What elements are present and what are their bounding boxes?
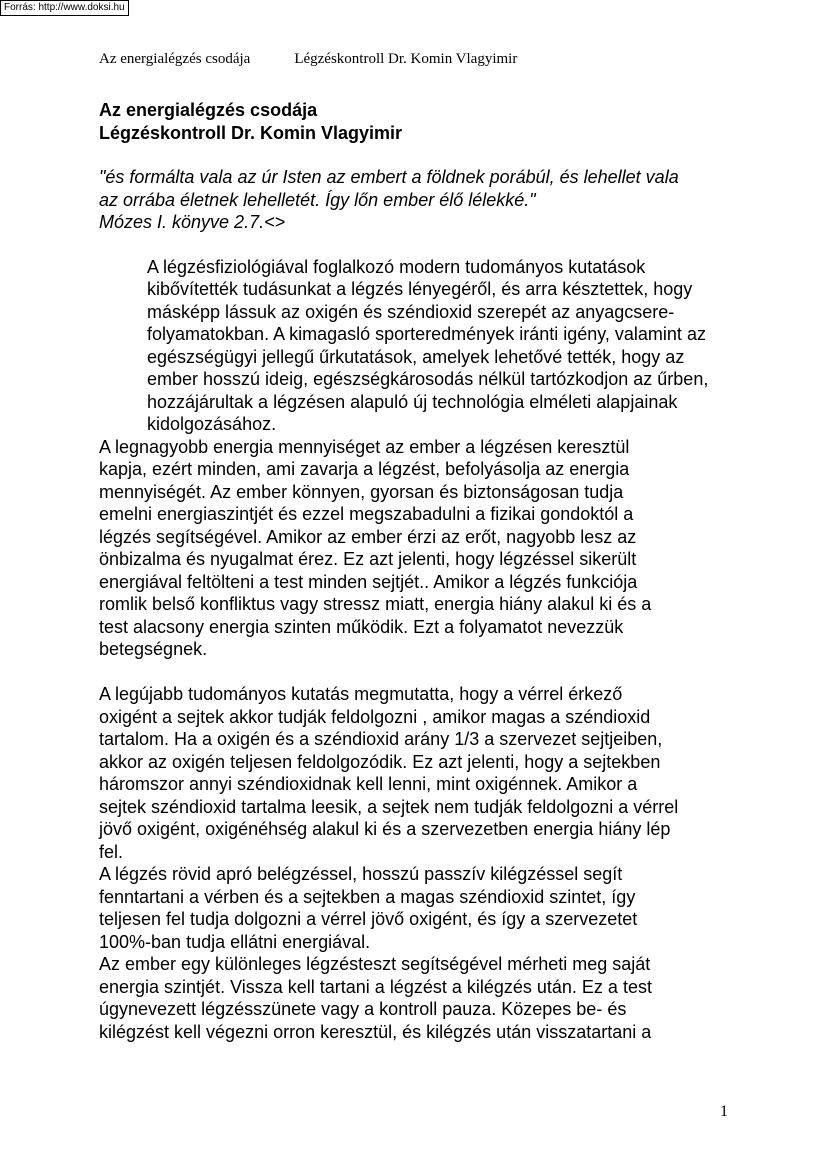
paragraph-intro	[99, 256, 739, 436]
text-line: egészségügyi jellegű űrkutatások, amelyek lehetővé tették, hogy az	[147, 346, 685, 367]
quote-line: az orrába életnek lehelletét. Így lőn ember élő lélekké."	[99, 189, 536, 210]
text-line: A legújabb tudományos kutatás megmutatta, hogy a vérrel érkező	[99, 684, 623, 704]
document-body	[99, 99, 739, 1043]
header-left-text: Az energialégzés csodája	[99, 51, 251, 67]
text-line: háromszor annyi széndioxidnak kell lenni, mint oxigénnek. Amikor a	[99, 774, 638, 794]
text-line: kibővítették tudásunkat a légzés lényegéről, és arra késztettek, hogy	[147, 279, 693, 299]
text-line: test alacsony energia szinten működik. Ezt a folyamatot nevezzük	[99, 616, 624, 637]
text-line: ember hosszú ideig, egészségkárosodás nélkül tartózkodjon az űrben,	[147, 369, 709, 389]
text-line: jövő oxigént, oxigénéhség alakul ki és a szervezetben energia hiány lép	[99, 819, 671, 839]
text-line: mennyiségét. Az ember könnyen, gyorsan és biztonságosan tudja	[99, 481, 624, 502]
text-line: sejtek széndioxid tartalma leesik, a sejtek nem tudják feldolgozni a vérrel	[99, 796, 679, 817]
quote-citation: Mózes I. könyve 2.7.<>	[99, 212, 286, 232]
text-line: A légzés rövid apró belégzéssel, hosszú passzív kilégzéssel segít	[99, 864, 623, 884]
running-header	[99, 50, 517, 68]
text-line: 100%-ban tudja ellátni energiával.	[99, 931, 371, 952]
source-label: Forrás: http://www.doksi.hu	[0, 0, 129, 16]
text-line: hozzájárultak a légzésen alapuló új technológia elméleti alapjainak	[147, 391, 678, 412]
text-line: Az ember egy különleges légzésteszt segítségével mérheti meg saját	[99, 954, 651, 974]
title-line: Az energialégzés csodája	[99, 100, 318, 120]
text-line: tartalom. Ha a oxigén és a széndioxid arány 1/3 a szervezet sejtjeiben,	[99, 729, 663, 749]
text-line: teljesen fel tudja dolgozni a vérrel jövő oxigént, és így a szervezetet	[99, 909, 638, 929]
text-line: betegségnek.	[99, 639, 208, 659]
text-line: légzés segítségével. Amikor az ember érzi az erőt, nagyobb lesz az	[99, 526, 637, 547]
text-line: akkor az oxigén teljesen feldolgozódik. Ez azt jelenti, hogy a sejtekben	[99, 751, 661, 772]
paragraph-energy	[99, 436, 739, 661]
document-title	[99, 99, 739, 144]
text-line: fenntartani a vérben és a sejtekben a magas széndioxid szintet, így	[99, 886, 636, 907]
paragraph-breathing	[99, 863, 739, 953]
text-line: fel.	[99, 841, 124, 862]
text-line: úgynevezett légzésszünete vagy a kontroll pauza. Közepes be- és	[99, 999, 627, 1019]
page-number: 1	[720, 1103, 728, 1120]
paragraph-research	[99, 683, 739, 863]
text-line: romlik belső konfliktus vagy stressz miatt, energia hiány alakul ki és a	[99, 594, 652, 614]
text-line: önbizalma és nyugalmat érez. Ez azt jelenti, hogy légzéssel sikerült	[99, 549, 637, 569]
paragraph-test	[99, 953, 739, 1043]
text-line: A légzésfiziológiával foglalkozó modern tudományos kutatások	[147, 256, 646, 277]
text-line: kilégzést kell végezni orron keresztül, és kilégzés után visszatartani a	[99, 1021, 652, 1042]
bible-quote	[99, 166, 739, 234]
text-line: másképp lássuk az oxigén és széndioxid szerepét az anyagcsere-	[147, 301, 675, 322]
quote-line: "és formálta vala az úr Isten az embert a földnek porábúl, és lehellet vala	[99, 167, 679, 187]
text-line: folyamatokban. A kimagasló sporteredmények iránti igény, valamint az	[147, 324, 706, 344]
text-line: A legnagyobb energia mennyiséget az ember a légzésen keresztül	[99, 436, 630, 457]
text-line: emelni energiaszintjét és ezzel megszabadulni a fizikai gondoktól a	[99, 504, 634, 524]
text-line: kapja, ezért minden, ami zavarja a légzést, befolyásolja az energia	[99, 459, 630, 479]
subtitle-line: Légzéskontroll Dr. Komin Vlagyimir	[99, 122, 403, 143]
text-line: energia szintjét. Vissza kell tartani a légzést a kilégzés után. Ez a test	[99, 976, 652, 997]
text-line: oxigént a sejtek akkor tudják feldolgozni , amikor magas a széndioxid	[99, 706, 651, 727]
text-line: energiával feltölteni a test minden sejtjét.. Amikor a légzés funkciója	[99, 571, 638, 592]
header-right-text: Légzéskontroll Dr. Komin Vlagyimir	[294, 51, 518, 67]
text-line: kidolgozásához.	[147, 414, 277, 434]
